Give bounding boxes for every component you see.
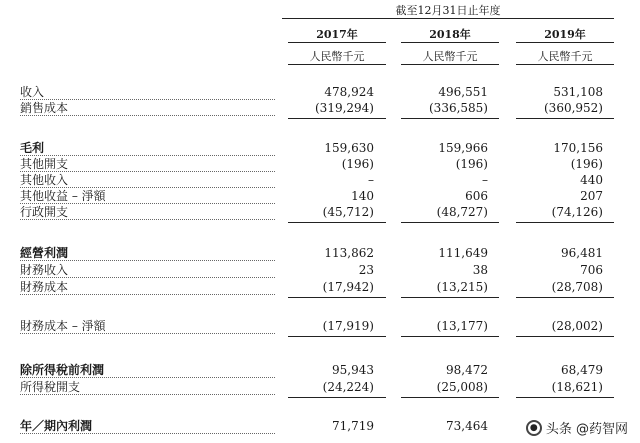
year-rule-2018: [401, 42, 499, 43]
row-label-finance-income: 財務收入: [20, 263, 69, 277]
row-label-finance-costs-net: 財務成本 – 淨額: [20, 319, 106, 333]
cell-other-income-2017: –: [368, 173, 374, 187]
cell-income-tax-2017: (24,224): [322, 380, 374, 394]
cell-other-expenses-2019: (196): [570, 157, 603, 171]
subtotal-rule: [401, 297, 499, 298]
unit-rule-2017: [288, 64, 386, 65]
cell-pbt-2017: 95,943: [332, 363, 374, 377]
cell-revenue-2018: 496,551: [438, 85, 488, 99]
row-label-other-gains-net: 其他收益 – 淨額: [20, 189, 106, 203]
subtotal-rule: [401, 336, 499, 337]
year-2018: 2018年: [429, 28, 471, 41]
subtotal-rule: [288, 222, 386, 223]
cell-cost-of-sales-2018: (336,585): [429, 101, 488, 115]
subtotal-rule: [401, 397, 499, 398]
row-label-cost-of-sales: 銷售成本: [20, 101, 69, 115]
subtotal-rule: [288, 297, 386, 298]
cell-profit-2018: 73,464: [446, 419, 488, 433]
toutiao-logo-icon: ●: [526, 420, 542, 436]
cell-cost-of-sales-2019: (360,952): [544, 101, 603, 115]
cell-finance-costs-2019: (28,708): [551, 280, 603, 294]
cell-revenue-2019: 531,108: [553, 85, 603, 99]
unit-rule-2018: [401, 64, 499, 65]
cell-admin-expenses-2019: (74,126): [551, 205, 603, 219]
cell-other-gains-2017: 140: [351, 189, 374, 203]
unit-2017: 人民幣千元: [309, 50, 365, 63]
subtotal-rule: [516, 297, 614, 298]
cell-other-income-2018: –: [482, 173, 488, 187]
cell-pbt-2019: 68,479: [561, 363, 603, 377]
cell-finance-net-2019: (28,002): [551, 319, 603, 333]
row-label-revenue: 收入: [20, 85, 45, 99]
cell-admin-expenses-2017: (45,712): [322, 205, 374, 219]
subtotal-rule: [516, 118, 614, 119]
year-rule-2019: [516, 42, 614, 43]
row-label-profit-for-period: 年／期內利潤: [20, 419, 93, 433]
cell-finance-income-2017: 23: [358, 263, 374, 277]
cell-profit-2017: 71,719: [332, 419, 374, 433]
row-label-other-income: 其他收入: [20, 173, 69, 187]
period-header: 截至12月31日止年度: [395, 4, 501, 17]
leader-dots: [20, 140, 275, 156]
cell-finance-net-2017: (17,919): [322, 319, 374, 333]
subtotal-rule: [516, 397, 614, 398]
cell-other-income-2019: 440: [580, 173, 603, 187]
row-label-profit-before-tax: 除所得稅前利潤: [20, 363, 105, 377]
cell-finance-costs-2018: (13,215): [436, 280, 488, 294]
cell-other-expenses-2018: (196): [455, 157, 488, 171]
cell-other-gains-2019: 207: [580, 189, 603, 203]
subtotal-rule: [516, 222, 614, 223]
subtotal-rule: [401, 118, 499, 119]
cell-operating-profit-2019: 96,481: [561, 246, 603, 260]
watermark-text: 头条 @药智网: [545, 422, 628, 437]
leader-dots: [20, 84, 275, 100]
cell-finance-costs-2017: (17,942): [322, 280, 374, 294]
unit-rule-2019: [516, 64, 614, 65]
row-label-finance-costs: 財務成本: [20, 280, 69, 294]
subtotal-rule: [288, 336, 386, 337]
cell-income-tax-2018: (25,008): [436, 380, 488, 394]
cell-other-expenses-2017: (196): [341, 157, 374, 171]
subtotal-rule: [401, 222, 499, 223]
cell-finance-net-2018: (13,177): [436, 319, 488, 333]
subtotal-rule: [288, 397, 386, 398]
year-2019: 2019年: [544, 28, 586, 41]
row-label-admin-expenses: 行政開支: [20, 205, 69, 219]
cell-pbt-2018: 98,472: [446, 363, 488, 377]
cell-finance-income-2019: 706: [580, 263, 603, 277]
cell-operating-profit-2017: 113,862: [324, 246, 374, 260]
cell-gross-profit-2017: 159,630: [324, 141, 374, 155]
cell-admin-expenses-2018: (48,727): [436, 205, 488, 219]
row-label-gross-profit: 毛利: [20, 141, 45, 155]
row-label-other-expenses: 其他開支: [20, 157, 69, 171]
cell-operating-profit-2018: 111,649: [438, 246, 488, 260]
cell-cost-of-sales-2017: (319,294): [315, 101, 374, 115]
header-rule: [282, 18, 614, 19]
unit-2019: 人民幣千元: [537, 50, 593, 63]
cell-gross-profit-2019: 170,156: [553, 141, 603, 155]
subtotal-rule: [288, 118, 386, 119]
row-label-operating-profit: 經營利潤: [20, 246, 69, 260]
cell-gross-profit-2018: 159,966: [438, 141, 488, 155]
year-rule-2017: [288, 42, 386, 43]
year-2017: 2017年: [316, 28, 358, 41]
cell-finance-income-2018: 38: [472, 263, 488, 277]
cell-other-gains-2018: 606: [465, 189, 488, 203]
subtotal-rule: [516, 336, 614, 337]
row-label-income-tax: 所得稅開支: [20, 380, 81, 394]
cell-income-tax-2019: (18,621): [551, 380, 603, 394]
cell-revenue-2017: 478,924: [324, 85, 374, 99]
watermark: [526, 418, 628, 437]
unit-2018: 人民幣千元: [422, 50, 478, 63]
